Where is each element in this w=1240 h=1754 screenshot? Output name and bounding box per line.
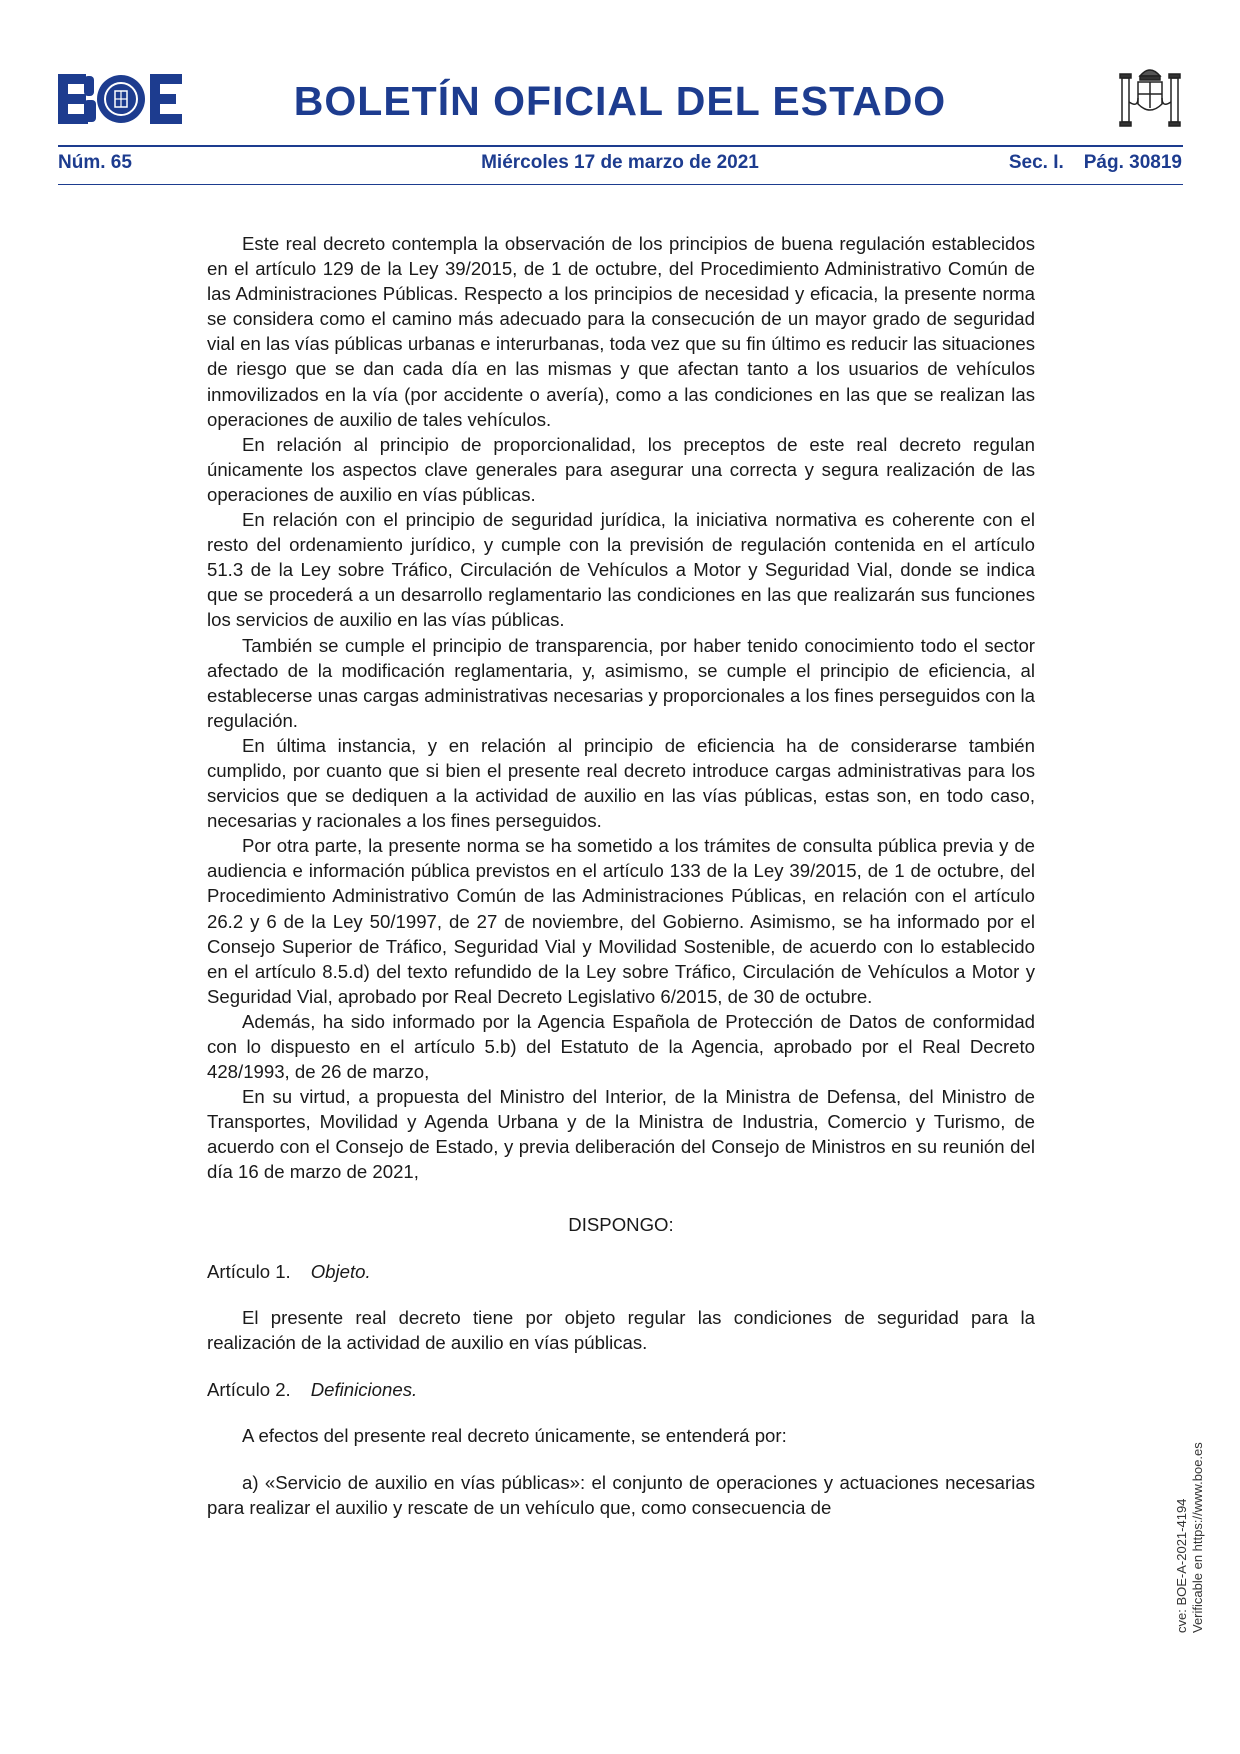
article-title: Definiciones.	[310, 1378, 418, 1400]
issue-number: Núm. 65	[58, 152, 132, 173]
paragraph: También se cumple el principio de transparencia, por haber tenido conocimiento todo el sector afectado de la modificación reglamentaria, y, asimismo, se cumple el principio de eficiencia, al establecerse unas cargas administrativas necesarias y proporcionales a los fines perseguidos con la regulación.	[207, 634, 1035, 731]
paragraph: Este real decreto contempla la observación de los principios de buena regulación establecidos en el artículo 129 de la Ley 39/2015, de 1 de octubre, del Procedimiento Administrativo Común de las Administraciones Públicas. Respecto a los principios de necesidad y eficacia, la presente norma se considera como el camino más adecuado para la consecución de un mayor grado de seguridad vial en las vías públicas urbanas e interurbanas, toda vez que su fin último es reducir las situaciones de riesgo que se dan cada día en las mismas y que afectan tanto a los usuarios de vehículos inmovilizados en la vía (por accidente o avería), como a las condiciones en las que se realizan las operaciones de auxilio de tales vehículos.	[207, 233, 1035, 430]
page-title: BOLETÍN OFICIAL DEL ESTADO	[293, 78, 947, 124]
article-label: Artículo 2.	[207, 1378, 291, 1400]
paragraph: Por otra parte, la presente norma se ha sometido a los trámites de consulta pública previa y de audiencia e información pública previstos en el artículo 133 de la Ley 39/2015, de 1 de octubre, del Procedimiento Administrativo Común de las Administraciones Públicas, en relación con el artículo 26.2 y 6 de la Ley 50/1997, de 27 de noviembre, del Gobierno. Asimismo, se ha informado por el Consejo Superior de Tráfico, Seguridad Vial y Movilidad Sostenible, de acuerdo con lo establecido en el artículo 8.5.d) del texto refundido de la Ley sobre Tráfico, Circulación de Vehículos a Motor y Seguridad Vial, aprobado por Real Decreto Legislativo 6/2015, de 30 de octubre.	[207, 835, 1035, 1007]
section-page	[1009, 152, 1182, 174]
verification-note	[1174, 1442, 1206, 1633]
article-title: Objeto.	[310, 1260, 371, 1282]
dispongo-heading: DISPONGO:	[568, 1213, 674, 1235]
paragraph: En su virtud, a propuesta del Ministro del Interior, de la Ministra de Defensa, del Ministro de Transportes, Movilidad y Agenda Urbana y de la Ministra de Industria, Comercio y Turismo, de acuerdo con el Consejo de Estado, y previa deliberación del Consejo de Ministros en su reunión del día 16 de marzo de 2021,	[207, 1086, 1035, 1183]
verification-link[interactable]: Verificable en https://www.boe.es	[1190, 1442, 1205, 1633]
section-label: Sec. I.	[1008, 152, 1064, 173]
cve-code: cve: BOE-A-2021-4194	[1174, 1498, 1189, 1633]
paragraph: A efectos del presente real decreto únicamente, se entenderá por:	[242, 1425, 787, 1447]
header-rule-top	[58, 145, 1183, 147]
paragraph: El presente real decreto tiene por objeto regular las condiciones de seguridad para la realización de la actividad de auxilio en vías públicas.	[207, 1306, 1035, 1353]
paragraph: En relación con el principio de seguridad jurídica, la iniciativa normativa es coherente con el resto del ordenamiento jurídico, y cumple con la previsión de regulación contenida en el artículo 51.3 de la Ley sobre Tráfico, Circulación de Vehículos a Motor y Seguridad Vial, donde se indica que se procederá a un desarrollo reglamentario las condiciones en las que realizarán sus funciones los servicios de auxilio en las vías públicas.	[207, 509, 1035, 631]
header-rule-bottom	[58, 184, 1183, 185]
article-2-heading	[207, 1377, 1035, 1402]
coat-of-arms-icon	[1118, 62, 1182, 130]
issue-date: Miércoles 17 de marzo de 2021	[481, 152, 759, 173]
document-body	[207, 231, 1035, 1520]
article-1-heading	[207, 1259, 1035, 1284]
article-label: Artículo 1.	[207, 1260, 291, 1282]
paragraph: Además, ha sido informado por la Agencia Española de Protección de Datos de conformidad con lo dispuesto en el artículo 5.b) del Estatuto de la Agencia, aprobado por el Real Decreto 428/1993, de 26 de marzo,	[207, 1010, 1035, 1083]
paragraph: a) «Servicio de auxilio en vías públicas»: el conjunto de operaciones y actuaciones necesarias para realizar el auxilio y rescate de un vehículo que, como consecuencia de	[207, 1472, 1035, 1519]
paragraph: En última instancia, y en relación al principio de eficiencia ha de considerarse también cumplido, por cuanto que si bien el presente real decreto introduce cargas administrativas para los servicios que se dediquen a la actividad de auxilio en las vías públicas, estas son, en todo caso, necesarias y racionales a los fines perseguidos.	[207, 734, 1035, 832]
paragraph: En relación al principio de proporcionalidad, los preceptos de este real decreto regulan únicamente los aspectos clave generales para asegurar una correcta y segura realización de las operaciones de auxilio en vías públicas.	[207, 433, 1035, 505]
page-number: Pág. 30819	[1083, 152, 1182, 173]
